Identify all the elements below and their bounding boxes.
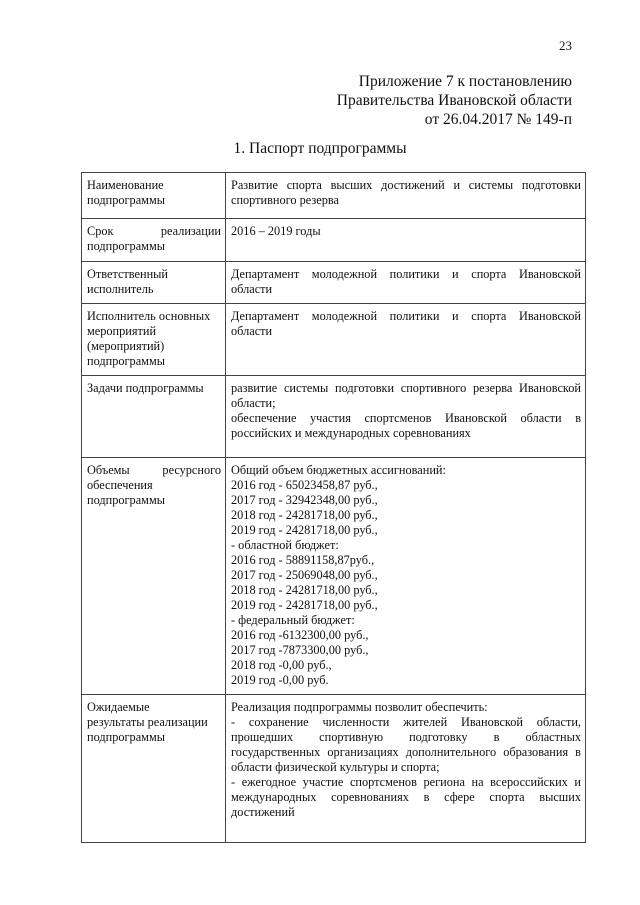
table-row — [82, 695, 586, 843]
value-text: области — [231, 282, 273, 296]
label-text: подпрограммы — [87, 354, 165, 368]
funding-line: 2016 год -6132300,00 руб., — [231, 628, 369, 642]
funding-line: 2017 год - 25069048,00 руб., — [231, 568, 378, 582]
row-label — [82, 173, 226, 219]
row-label — [82, 219, 226, 262]
appendix-line: Приложение 7 к постановлению — [358, 73, 572, 90]
table-row — [82, 262, 586, 304]
funding-line: 2019 год - 24281718,00 руб., — [231, 598, 378, 612]
funding-line: - федеральный бюджет: — [231, 613, 355, 627]
value-text: Развитие спорта высших достижений и системы подготовки — [231, 178, 581, 192]
table-row — [82, 173, 586, 219]
value-text: области физической культуры и спорта; — [231, 760, 440, 774]
value-text: международных соревнованиях в сфере спорта высших — [231, 790, 581, 804]
label-text: Объемы ресурсного — [87, 463, 221, 477]
label-text: Наименование — [87, 178, 164, 192]
label-text: Срок реализации — [87, 224, 221, 238]
value-text: области; — [231, 396, 276, 410]
funding-line: 2018 год - 24281718,00 руб., — [231, 508, 378, 522]
value-text: государственных организациях дополнительного образования в — [231, 745, 581, 759]
row-value — [226, 173, 586, 219]
value-text: прошедших спортивную подготовку в областных — [231, 730, 581, 744]
value-text: развитие системы подготовки спортивного резерва Ивановской — [231, 381, 581, 395]
label-text: (мероприятий) — [87, 339, 165, 353]
label-text: Задачи подпрограммы — [87, 381, 204, 395]
row-label — [82, 695, 226, 843]
label-text: подпрограммы — [87, 193, 165, 207]
value-text: Департамент молодежной политики и спорта Ивановской — [231, 309, 581, 323]
row-value — [226, 262, 586, 304]
funding-line: 2016 год - 58891158,87руб., — [231, 553, 375, 567]
label-text: исполнитель — [87, 282, 154, 296]
appendix-line: от 26.04.2017 № 149-п — [424, 111, 572, 128]
row-value — [226, 695, 586, 843]
value-text: области — [231, 324, 273, 338]
label-text: подпрограммы — [87, 239, 165, 253]
row-label — [82, 304, 226, 376]
funding-line: 2017 год - 32942348,00 руб., — [231, 493, 378, 507]
funding-line: 2018 год -0,00 руб., — [231, 658, 332, 672]
value-text: Департамент молодежной политики и спорта Ивановской — [231, 267, 581, 281]
row-value — [226, 458, 586, 695]
label-text: результаты реализации — [87, 715, 208, 729]
label-text: подпрограммы — [87, 493, 165, 507]
label-text: подпрограммы — [87, 730, 165, 744]
row-value — [226, 219, 586, 262]
passport-table — [81, 172, 586, 843]
funding-line: 2017 год -7873300,00 руб., — [231, 643, 369, 657]
row-label — [82, 376, 226, 458]
page-number: 23 — [559, 38, 572, 53]
label-text: обеспечения — [87, 478, 153, 492]
value-text: Реализация подпрограммы позволит обеспечить: — [231, 700, 488, 714]
funding-line: 2019 год -0,00 руб. — [231, 673, 329, 687]
table-row — [82, 304, 586, 376]
label-text: Ответственный — [87, 267, 168, 281]
table-row — [82, 458, 586, 695]
label-text: Ожидаемые — [87, 700, 150, 714]
funding-line: 2019 год - 24281718,00 руб., — [231, 523, 378, 537]
label-text: мероприятий — [87, 324, 157, 338]
row-label — [82, 262, 226, 304]
value-text: - сохранение численности жителей Ивановской области, — [231, 715, 581, 729]
appendix-header — [337, 72, 572, 129]
value-text: спортивного резерва — [231, 193, 339, 207]
row-label — [82, 458, 226, 695]
value-text: достижений — [231, 805, 295, 819]
appendix-line: Правительства Ивановской области — [336, 92, 572, 109]
value-text: российских и международных соревнованиях — [231, 426, 471, 440]
funding-line: 2016 год - 65023458,87 руб., — [231, 478, 378, 492]
row-value — [226, 376, 586, 458]
value-text: 2016 – 2019 годы — [231, 224, 321, 238]
row-value — [226, 304, 586, 376]
funding-line: - областной бюджет: — [231, 538, 339, 552]
funding-line: Общий объем бюджетных ассигнований: — [231, 463, 446, 477]
table-row — [82, 219, 586, 262]
label-text: Исполнитель основных — [87, 309, 211, 323]
table-row — [82, 376, 586, 458]
value-text: - ежегодное участие спортсменов региона на всероссийских и — [231, 775, 581, 789]
value-text: обеспечение участия спортсменов Ивановской области в — [231, 411, 581, 425]
section-title: 1. Паспорт подпрограммы — [233, 140, 407, 157]
funding-line: 2018 год - 24281718,00 руб., — [231, 583, 378, 597]
